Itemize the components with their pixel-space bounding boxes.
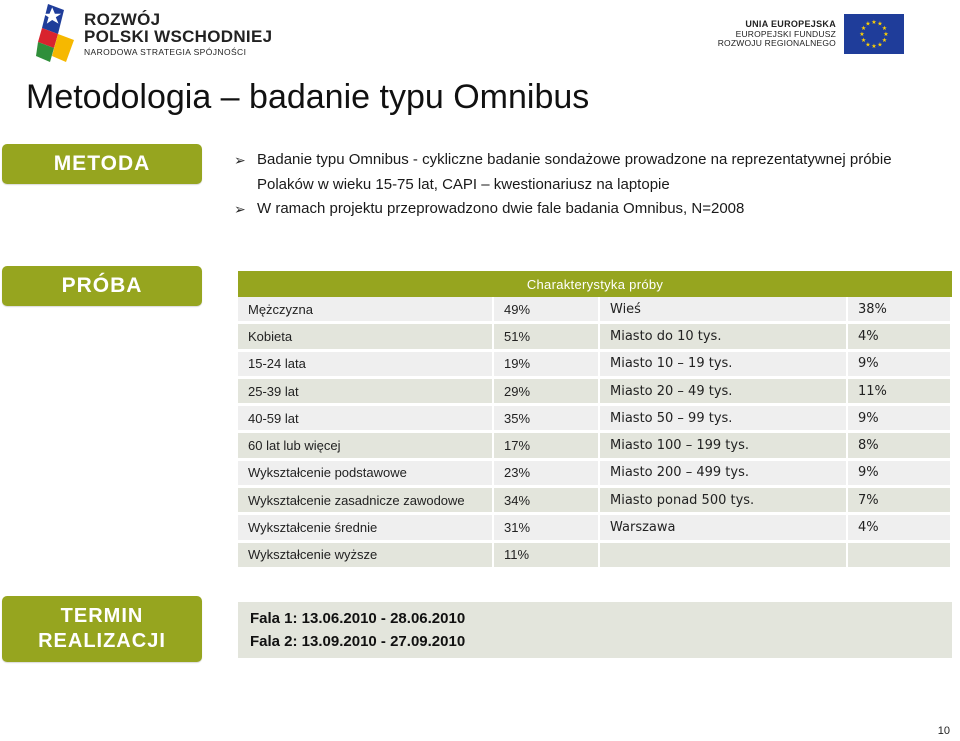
logo-right-line3: ROZWOJU REGIONALNEGO	[717, 38, 836, 49]
page-number: 10	[937, 725, 950, 737]
section-label-proba: PRÓBA	[2, 266, 202, 306]
svg-text:★: ★	[860, 37, 867, 44]
row-percent-cell: 51%	[494, 324, 600, 351]
method-bullet-text: W ramach projektu przeprowadzono dwie fale badania Omnibus, N=2008	[257, 200, 745, 217]
page-title: Metodologia – badanie typu Omnibus	[26, 78, 590, 116]
location-percent-cell	[848, 543, 952, 570]
svg-text:★: ★	[860, 25, 867, 32]
row-percent-cell: 17%	[494, 433, 600, 460]
table-row	[238, 297, 952, 324]
row-label-cell: 60 lat lub więcej	[238, 433, 494, 460]
section-label-metoda: METODA	[2, 144, 202, 184]
svg-text:★: ★	[877, 41, 883, 49]
location-label-cell: Warszawa	[600, 515, 848, 542]
row-label-cell: 15-24 lata	[238, 352, 494, 379]
method-bullet	[232, 197, 932, 222]
svg-text:★: ★	[865, 41, 871, 49]
location-percent-cell: 7%	[848, 488, 952, 515]
row-percent-cell: 19%	[494, 352, 600, 379]
location-percent-cell: 4%	[848, 324, 952, 351]
termin-box	[238, 602, 952, 658]
section-label-termin-line2: REALIZACJI	[38, 630, 166, 652]
logo-left-line3: NARODOWA STRATEGIA SPÓJNOŚCI	[84, 47, 247, 58]
logo-right-line2: EUROPEJSKI FUNDUSZ	[735, 28, 836, 39]
row-percent-cell: 23%	[494, 461, 600, 488]
location-label-cell: Miasto ponad 500 tys.	[600, 488, 848, 515]
location-percent-cell: 9%	[848, 461, 952, 488]
location-percent-cell: 8%	[848, 433, 952, 460]
location-percent-cell: 11%	[848, 379, 952, 406]
fala-2-dates: Fala 2: 13.09.2010 - 27.09.2010	[250, 633, 466, 650]
table-row	[238, 488, 952, 515]
row-label-cell: Wykształcenie wyższe	[238, 543, 494, 570]
row-percent-cell: 31%	[494, 515, 600, 542]
svg-text:★: ★	[865, 20, 871, 28]
logo-left-line1: ROZWÓJ	[84, 10, 161, 30]
table-body	[238, 297, 952, 570]
location-percent-cell: 9%	[848, 352, 952, 379]
method-bullet-text: Badanie typu Omnibus - cykliczne badanie sondażowe prowadzone na reprezentatywnej próbie Polaków w wieku 15-75 lat, CAPI – kwestionariusz na laptopie	[257, 151, 892, 193]
fala-1-dates: Fala 1: 13.06.2010 - 28.06.2010	[250, 610, 466, 627]
location-percent-cell: 4%	[848, 515, 952, 542]
row-percent-cell: 11%	[494, 543, 600, 570]
rozwoj-logo-icon	[36, 4, 76, 64]
location-label-cell	[600, 543, 848, 570]
arrow-bullet-icon: ➢	[234, 201, 246, 217]
location-label-cell: Miasto do 10 tys.	[600, 324, 848, 351]
svg-text:★: ★	[871, 19, 877, 26]
location-percent-cell: 9%	[848, 406, 952, 433]
row-label-cell: Kobieta	[238, 324, 494, 351]
row-label-cell: Wykształcenie zasadnicze zawodowe	[238, 488, 494, 515]
row-label-cell: Wykształcenie średnie	[238, 515, 494, 542]
svg-text:★: ★	[883, 31, 889, 38]
eu-flag-icon	[844, 14, 904, 54]
table-row	[238, 461, 952, 488]
sample-characteristics-table	[238, 271, 952, 570]
table-row	[238, 406, 952, 433]
svg-text:★: ★	[877, 20, 883, 28]
table-row	[238, 543, 952, 570]
method-bullet-list	[232, 148, 932, 222]
row-percent-cell: 49%	[494, 297, 600, 324]
svg-text:★: ★	[881, 37, 888, 44]
location-label-cell: Miasto 20 – 49 tys.	[600, 379, 848, 406]
location-label-cell: Miasto 100 – 199 tys.	[600, 433, 848, 460]
table-row	[238, 515, 952, 542]
location-label-cell: Wieś	[600, 297, 848, 324]
location-label-cell: Miasto 50 – 99 tys.	[600, 406, 848, 433]
logo-left-line2: POLSKI WSCHODNIEJ	[84, 27, 273, 47]
row-percent-cell: 35%	[494, 406, 600, 433]
row-percent-cell: 29%	[494, 379, 600, 406]
table-header: Charakterystyka próby	[238, 271, 952, 297]
table-row	[238, 379, 952, 406]
section-label-termin-line1: TERMIN	[60, 605, 144, 627]
row-label-cell: Wykształcenie podstawowe	[238, 461, 494, 488]
table-row	[238, 352, 952, 379]
location-percent-cell: 38%	[848, 297, 952, 324]
location-label-cell: Miasto 10 – 19 tys.	[600, 352, 848, 379]
table-row	[238, 433, 952, 460]
section-label-termin	[2, 596, 202, 662]
location-label-cell: Miasto 200 – 499 tys.	[600, 461, 848, 488]
row-label-cell: 25-39 lat	[238, 379, 494, 406]
row-percent-cell: 34%	[494, 488, 600, 515]
rozwoj-polski-wschodniej-logo	[36, 4, 272, 64]
svg-text:★: ★	[871, 43, 877, 50]
method-bullet	[232, 148, 932, 197]
eu-logo	[718, 14, 904, 54]
arrow-bullet-icon: ➢	[234, 152, 246, 168]
svg-text:★: ★	[859, 31, 865, 38]
logo-right-line1: UNIA EUROPEJSKA	[745, 19, 836, 30]
table-row	[238, 324, 952, 351]
svg-text:★: ★	[881, 25, 888, 32]
row-label-cell: Mężczyzna	[238, 297, 494, 324]
row-label-cell: 40-59 lat	[238, 406, 494, 433]
